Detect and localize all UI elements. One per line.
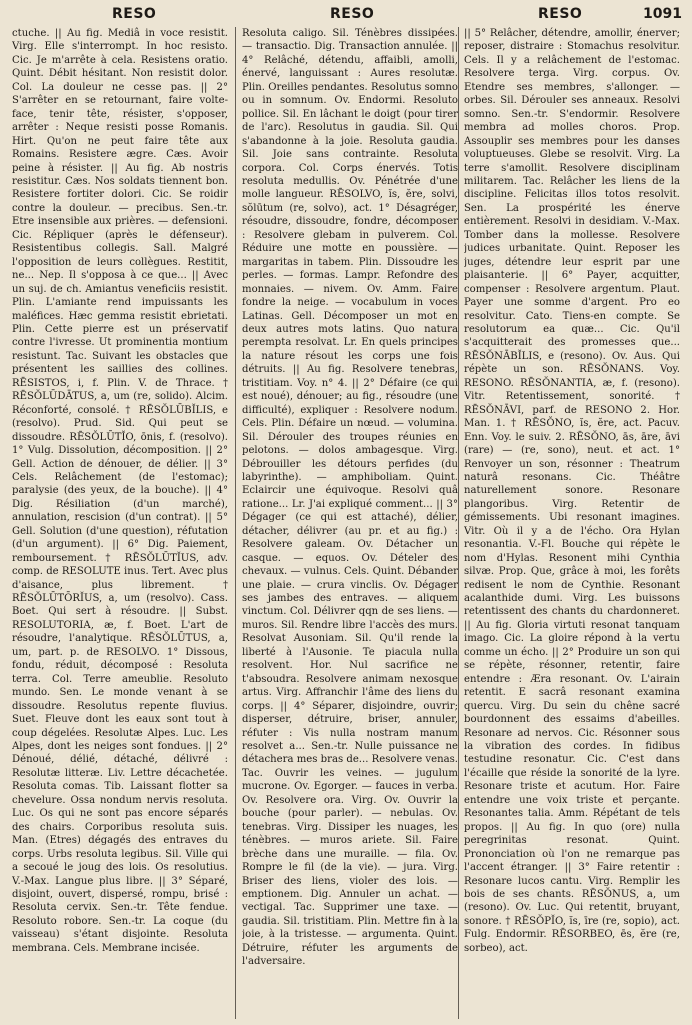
page-number: 1091 <box>643 6 682 22</box>
column-text: Resoluta caligo. Sil. Ténèbres dissipées. — transactio. Dig. Transaction annulée. || 4° Relâché, détendu, affaibli, amolli, énervé, languissant : Aures resolutæ. Plin. Oreilles pendantes. Resolutus somno ou in somnum. Ov. Endormi. Resoluto pollice. Sil. En lâchant le doigt (pour tirer de l'arc). Resolutus in gaudia. Sil. Qui s'abandonne à la joie. Resoluta gaudia. Sil. Joie sans contrainte. Resoluta corpora. Col. Corps énervés. Totis resoluta medullis. Ov. Pénétrée d'une molle langueur. RĒSOLVO, ĭs, ĕre, solvi, sŏlūtum (re, solvo), act. 1° Désagréger, résoudre, dissoudre, fondre, décomposer : Resolvere glebam in pulverem. Col. Réduire une motte en poussière. — margaritas in tabem. Plin. Dissoudre les perles. — formas. Lampr. Refondre des monnaies. — nivem. Ov. Amm. Faire fondre la neige. — vocabulum in voces Latinas. Gell. Décomposer un mot en deux autres mots latins. Quo natura perempta resolvat. Lr. En quels principes la nature résout les corps une fois détruits. || Au fig. Resolvere tenebras, tristitiam. Voy. n° 4. || 2° Défaire (ce qui est noué), dénouer; au fig., résoudre (une difficulté), expliquer : Resolvere nodum. Cels. Plin. Défaire un nœud. — volumina. Sil. Dérouler des troupes réunies en pelotons. — dolos ambagesque. Virg. Débrouiller les détours perfides (du labyrinthe). — amphiboliam. Quint. Eclaircir une équivoque. Resolvi quâ ratione... Lr. J'ai expliqué comment... || 3° Dégager (ce qui est attaché), délier, détacher, délivrer (au pr. et au fig.) : Resolvere galeam. Ov. Détacher un casque. — equos. Ov. Dételer des chevaux. — vulnus. Cels. Quint. Débander une plaie. — crura vinclis. Ov. Dégager ses jambes des entraves. — aliquem vinctum. Col. Délivrer qqn de ses liens. — muros. Sil. Rendre libre l'accès des murs. Resolvat Ausoniam. Sil. Qu'il rende la liberté à l'Ausonie. Te piacula nulla resolvent. Hor. Nul sacrifice ne t'absoudra. Resolvere animam nexosque artus. Virg. Affranchir l'âme des liens du corps. || 4° Séparer, disjoindre, ouvrir; disperser, détruire, briser, annuler, réfuter : Vis nulla nostram manum resolvet a... Sen.-tr. Nulle puissance ne détachera mes bras de... Resolvere venas. Tac. Ouvrir les veines. — jugulum mucrone. Ov. Egorger. — fauces in verba. Ov. Resolvere ora. Virg. Ov. Ouvrir la bouche (pour parler). — nebulas. Ov. tenebras. Virg. Dissiper les nuages, les ténèbres. — muros ariete. Sil. Faire brèche dans une muraille. — fila. Ov. Rompre le fil (de la vie). — jura. Virg. Briser des liens, violer des lois. — emptionem. Dig. Annuler un achat. — vectigal. Tac. Supprimer une taxe. — gaudia. Sil. tristitiam. Plin. Mettre fin à la joie, à la tristesse. — argumenta. Quint. Détruire, réfuter les arguments de l'adversaire. <box>242 28 458 968</box>
running-header <box>0 6 692 26</box>
text-column-right <box>464 27 680 1019</box>
column-divider-1 <box>235 27 236 1019</box>
header-center-word: RESO <box>330 6 375 22</box>
text-column-middle <box>242 27 458 1019</box>
header-right-word: RESO <box>538 6 583 22</box>
column-text: ctuche. || Au fig. Mediâ in voce resistit. Virg. Elle s'interrompt. In hoc resisto. Cic. Je m'arrête à cela. Resistens oratio. Quint. Débit hésitant. Non resistit dolor. Col. La douleur ne cesse pas. || 2° S'arrêter en se retournant, faire volte-face, tenir tête, résister, s'opposer, arrêter : Neque resisti posse Romanis. Hirt. Qu'on ne peut faire tête aux Romains. Resistere ægre. Cæs. Avoir peine à résister. || Au fig. Ab nostris resistitur. Cæs. Nos soldats tiennent bon. Resistere fortiter dolori. Cic. Se roidir contre la douleur. — precibus. Sen.-tr. Etre insensible aux prières. — defensioni. Cic. Répliquer (après le défenseur). Resistentibus collegis. Sall. Malgré l'opposition de leurs collègues. Restitit, ne... Nep. Il s'opposa à ce que... || Avec un suj. de ch. Amiantus veneficiis resistit. Plin. L'amiante rend impuissants les maléfices. Hæc gemma resistit ebrietati. Plin. Cette pierre est un préservatif contre l'ivresse. Ut prominentia montium resistunt. Tac. Suivant les obstacles que présentent les saillies des collines. RĒSISTOS, i, f. Plin. V. de Thrace. † RĒSŎLŪDĀTUS, a, um (re, solido). Alcim. Réconforté, consolé. † RĒSŎLŪBĬLIS, e (resolvo). Prud. Sid. Qui peut se dissoudre. RĒSŎLŪTĬO, ōnis, f. (resolvo). 1° Vulg. Dissolution, décomposition. || 2° Gell. Action de dénouer, de délier. || 3° Cels. Relâchement (de l'estomac); paralysie (des yeux, de la bouche). || 4° Dig. Résiliation (d'un marché), annulation, rescision (d'un contrat). || 5° Gell. Solution (d'une question), réfutation (d'un argument). || 6° Dig. Paiement, remboursement. † RĒSŎLŪTĬUS, adv. comp. de RESOLUTE inus. Tert. Avec plus d'aisance, plus librement. † RĒSŎLŪTŌRĬUS, a, um (resolvo). Cass. Boet. Qui sert à résoudre. || Subst. RESOLUTORIA, æ, f. Boet. L'art de résoudre, l'analytique. RĒSŎLŪTUS, a, um, part. p. de RESOLVO. 1° Dissous, fondu, réduit, décomposé : Resoluta terra. Col. Terre ameublie. Resoluto mundo. Sen. Le monde venant à se dissoudre. Resolutus repente fluvius. Suet. Fleuve dont les eaux sont tout à coup dégelées. Resolutæ Alpes. Luc. Les Alpes, dont les neiges sont fondues. || 2° Dénoué, délié, détaché, délivré : Resolutæ litteræ. Liv. Lettre décachetée. Resoluta comas. Tib. Laissant flotter sa chevelure. Ossa nondum nervis resoluta. Luc. Os qui ne sont pas encore séparés des chairs. Corporibus resoluta suis. Man. (Etres) dégagés des entraves du corps. Urbs resoluta legibus. Sil. Ville qui a secoué le joug des lois. Os resolutius. V.-Max. Langue plus libre. || 3° Séparé, disjoint, ouvert, dispersé, rompu, brisé : Resoluta cervix. Sen.-tr. Tête fendue. Resoluto robore. Sen.-tr. La coque (du vaisseau) s'étant disjointe. Resoluta membrana. Cels. Membrane incisée. <box>12 28 228 954</box>
column-text: || 5° Relâcher, détendre, amollir, énerver; reposer, distraire : Stomachus resolvitur. Cels. Il y a relâchement de l'estomac. Resolvere terga. Virg. corpus. Ov. Etendre ses membres, s'allonger. — orbes. Sil. Dérouler ses anneaux. Resolvi somno. Sen.-tr. S'endormir. Resolvere membra ad molles choros. Prop. Assouplir ses membres pour les danses voluptueuses. Glebe se resolvit. Virg. La terre s'amollit. Resolvere disciplinam militarem. Tac. Relâcher les liens de la discipline. Felicitas illos totos resolvit. Sen. La prospérité les énerve entièrement. Resolvi in desidiam. V.-Max. Tomber dans la mollesse. Resolvere judices urbanitate. Quint. Reposer les juges, détendre leur esprit par une plaisanterie. || 6° Payer, acquitter, compenser : Resolvere argentum. Plaut. Payer une somme d'argent. Pro eo resolvitur. Cato. Tiens-en compte. Se resolutorum ea quæ... Cic. Qu'il s'acquitterait des promesses que... RĒSŎNĀBĬLIS, e (resono). Ov. Aus. Qui répète un son. RĒSŎNANS. Voy. RESONO. RĒSŎNANTIA, æ, f. (resono). Vitr. Retentissement, sonorité. † RĒSŎNĀVI, parf. de RESONO 2. Hor. Man. 1. † RĒSŎNO, ĭs, ĕre, act. Pacuv. Enn. Voy. le suiv. 2. RĒSŎNO, ās, āre, āvi (rare) — (re, sono), neut. et act. 1° Renvoyer un son, résonner : Theatrum naturâ resonans. Cic. Théâtre naturellement sonore. Resonare plangoribus. Virg. Retentir de gémissements. Ubi resonant imagines. Vitr. Où il y a de l'écho. Ora Hylan resonantia. V.-Fl. Bouche qui répète le nom d'Hylas. Resonent mihi Cynthia silvæ. Prop. Que, grâce à moi, les forêts redisent le nom de Cynthie. Resonant acalanthide dumi. Virg. Les buissons retentissent des chants du chardonneret. || Au fig. Gloria virtuti resonat tanquam imago. Cic. La gloire répond à la vertu comme un écho. || 2° Produire un son qui se répète, résonner, retentir, faire entendre : Æra resonant. Ov. L'airain retentit. E sacrâ resonant examina quercu. Virg. Du sein du chêne sacré bourdonnent des essaims d'abeilles. Resonare ad nervos. Cic. Résonner sous la vibration des cordes. In fidibus testudine resonatur. Cic. C'est dans l'écaille que réside la sonorité de la lyre. Resonare triste et acutum. Hor. Faire entendre une voix triste et perçante. Resonantes talia. Amm. Répétant de tels propos. || Au fig. In quo (ore) nulla peregrinitas resonat. Quint. Prononciation où l'on ne remarque pas l'accent étranger. || 3° Faire retentir : Resonare lucos cantu. Virg. Remplir les bois de ses chants. RĒSŎNUS, a, um (resono). Ov. Luc. Qui retentit, bruyant, sonore. † RĒSŎPĬO, ĭs, īre (re, sopio), act. Fulg. Endormir. RĒSORBEO, ēs, ĕre (re, sorbeo), act. <box>464 28 680 954</box>
header-left-word: RESO <box>112 6 157 22</box>
text-column-left <box>12 27 228 1019</box>
column-divider-2 <box>458 27 459 1019</box>
